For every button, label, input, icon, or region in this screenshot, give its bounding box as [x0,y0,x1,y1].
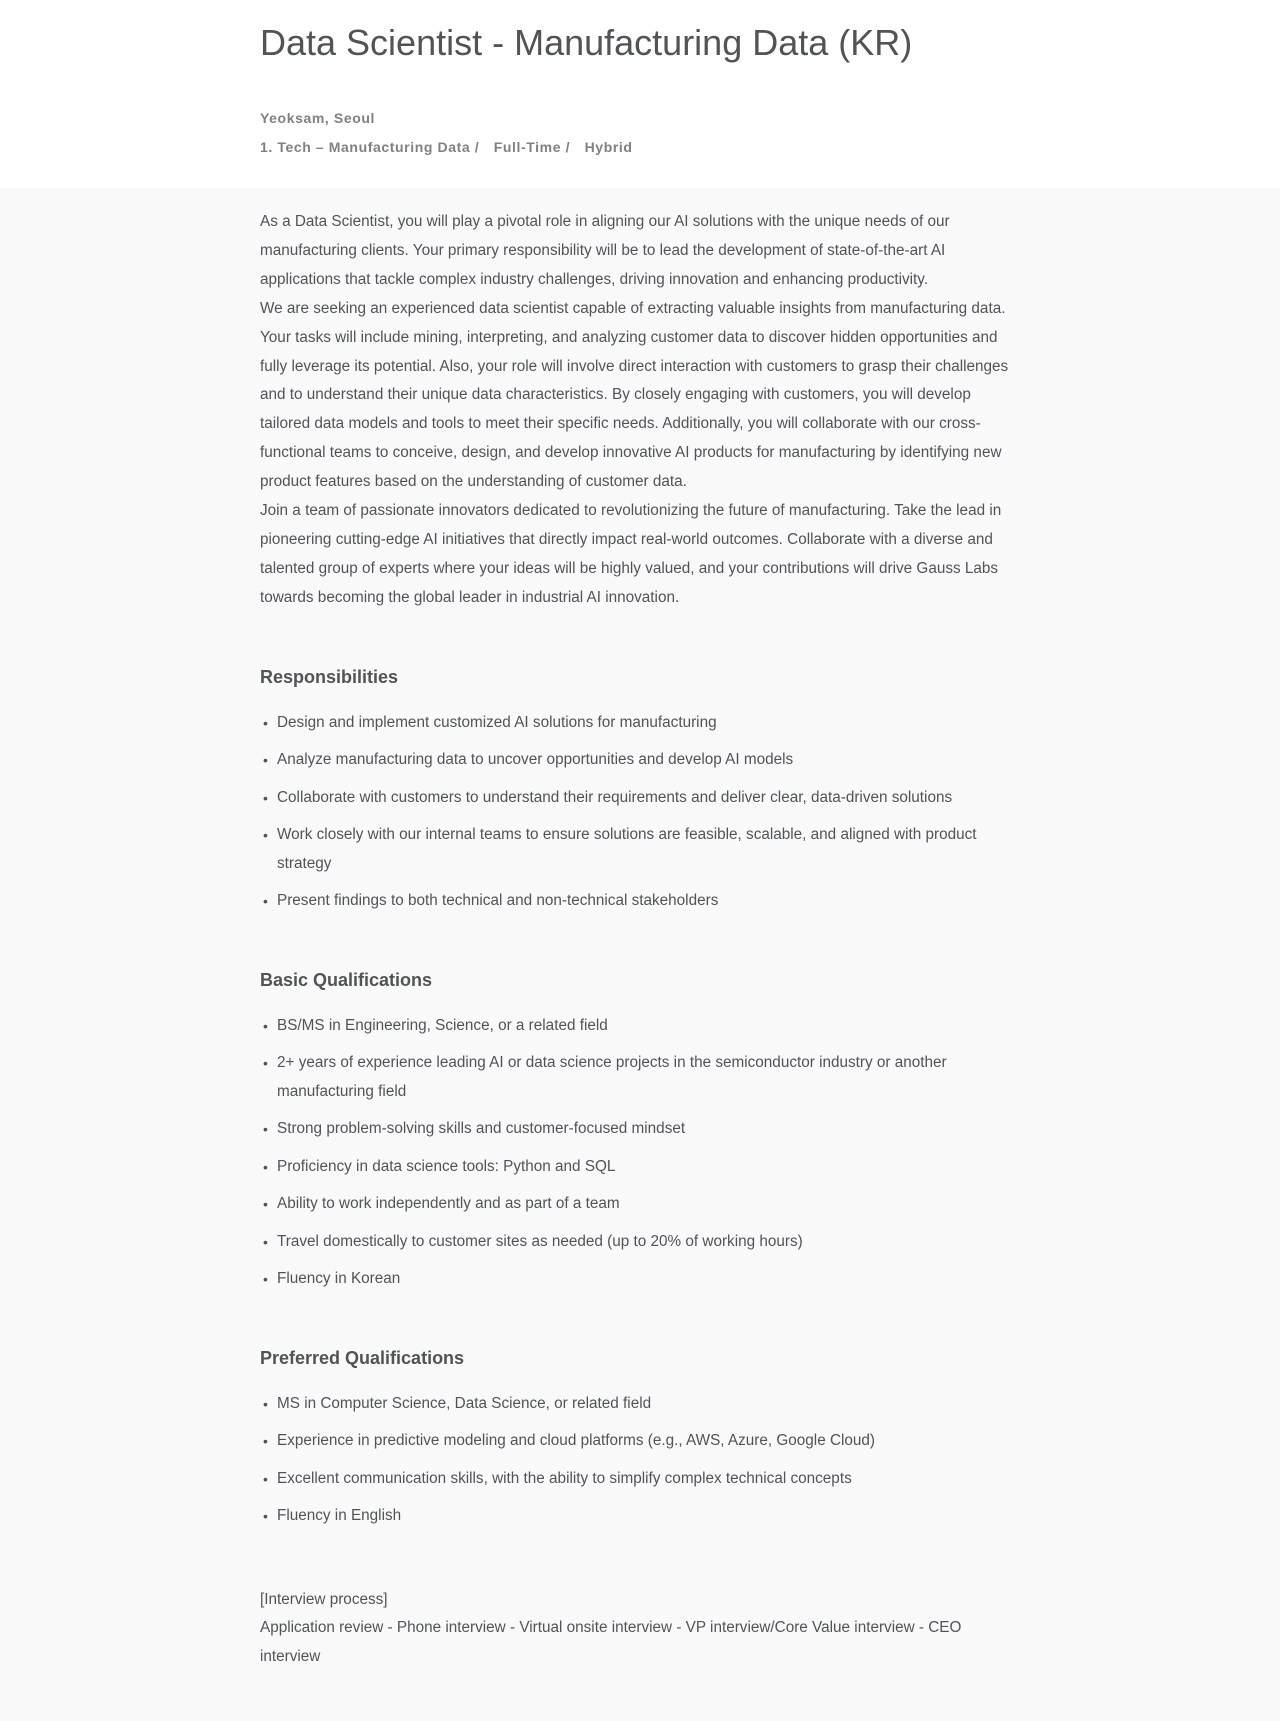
description-paragraph: Join a team of passionate innovators dedicated to revolutionizing the future of manufacturing. Take the lead in pioneering cutting-edge AI initiatives that directly impact real-world outcomes. Collaborate with a diverse and talented group of experts where your ideas will be highly valued, and your contributions will drive Gauss Labs towards becoming the global leader in industrial AI innovation. [260,502,1002,606]
list-item: • Analyze manufacturing data to uncover opportunities and develop AI models [260,746,1022,775]
job-categories [260,138,1280,156]
category-workplace: Hybrid [584,139,633,155]
preferred-qualifications-section [260,1346,1022,1531]
list-item: • Work closely with our internal teams to ensure solutions are feasible, scalable, and aligned with product strategy [260,821,1022,878]
list-item: • BS/MS in Engineering, Science, or a related field [260,1012,1022,1041]
bullet-icon: • [263,1470,268,1487]
list-item: • Fluency in English [260,1502,1022,1531]
interview-process-heading: [Interview process] [260,1590,388,1608]
interview-process [260,1586,1022,1672]
bullet-icon: • [263,1271,268,1288]
job-title: Data Scientist - Manufacturing Data (KR) [260,22,913,63]
bullet-icon: • [263,1433,268,1450]
job-description [260,208,1022,613]
list-item: • Ability to work independently and as part of a team [260,1190,1022,1219]
section-title: Basic Qualifications [260,969,433,990]
bullet-icon: • [263,1017,268,1034]
job-location: Yeoksam, Seoul [260,110,376,126]
bullet-icon: • [263,1395,268,1412]
bullet-icon: • [263,714,268,731]
bullet-icon: • [263,752,268,769]
section-title: Responsibilities [260,666,399,687]
bullet-icon: • [263,1121,268,1138]
bullet-icon: • [263,789,268,806]
bullet-icon: • [263,827,268,844]
interview-process-text: Application review - Phone interview - Virtual onsite interview - VP interview/Core Value interview - CEO interview [260,1619,962,1665]
basic-qualifications-section [260,968,1022,1294]
list-item: • Proficiency in data science tools: Python and SQL [260,1153,1022,1182]
bullet-icon: • [263,1055,268,1072]
bullet-icon: • [263,893,268,910]
category-commitment: Full-Time / [493,139,571,155]
category-team: 1. Tech – Manufacturing Data / [260,139,480,155]
preferred-qualifications-list [260,1390,1022,1531]
list-item: • Experience in predictive modeling and cloud platforms (e.g., AWS, Azure, Google Cloud) [260,1427,1022,1456]
list-item: • Travel domestically to customer sites as needed (up to 20% of working hours) [260,1228,1022,1257]
basic-qualifications-list [260,1012,1022,1294]
list-item: • Collaborate with customers to understand their requirements and deliver clear, data-driven solutions [260,784,1022,813]
bullet-icon: • [263,1508,268,1525]
list-item: • Design and implement customized AI solutions for manufacturing [260,709,1022,738]
description-paragraph: We are seeking an experienced data scientist capable of extracting valuable insights from manufacturing data. Your tasks will include mining, interpreting, and analyzing customer data to discover hidden opportunities and fully leverage its potential. Also, your role will involve direct interaction with customers to grasp their challenges and to understand their unique data characteristics. By closely engaging with customers, you will develop tailored data models and tools to meet their specific needs. Additionally, you will collaborate with our cross-functional teams to conceive, design, and develop innovative AI products for manufacturing by identifying new product features based on the understanding of customer data. [260,299,1009,491]
list-item: • 2+ years of experience leading AI or data science projects in the semiconductor industry or another manufacturing field [260,1049,1022,1106]
list-item: • Present findings to both technical and non-technical stakeholders [260,887,1022,916]
list-item: • Fluency in Korean [260,1265,1022,1294]
list-item: • MS in Computer Science, Data Science, or related field [260,1390,1022,1419]
description-paragraph: As a Data Scientist, you will play a pivotal role in aligning our AI solutions with the unique needs of our manufacturing clients. Your primary responsibility will be to lead the development of state-of-the-art AI applications that tackle complex industry challenges, driving innovation and enhancing productivity. [260,213,950,288]
bullet-icon: • [263,1158,268,1175]
list-item: • Strong problem-solving skills and customer-focused mindset [260,1115,1022,1144]
section-title: Preferred Qualifications [260,1347,465,1368]
posting-header [0,0,1280,188]
responsibilities-list [260,709,1022,916]
responsibilities-section [260,665,1022,916]
list-item: • Excellent communication skills, with the ability to simplify complex technical concepts [260,1465,1022,1494]
bullet-icon: • [263,1233,268,1250]
posting-content [0,188,1280,1671]
bullet-icon: • [263,1196,268,1213]
